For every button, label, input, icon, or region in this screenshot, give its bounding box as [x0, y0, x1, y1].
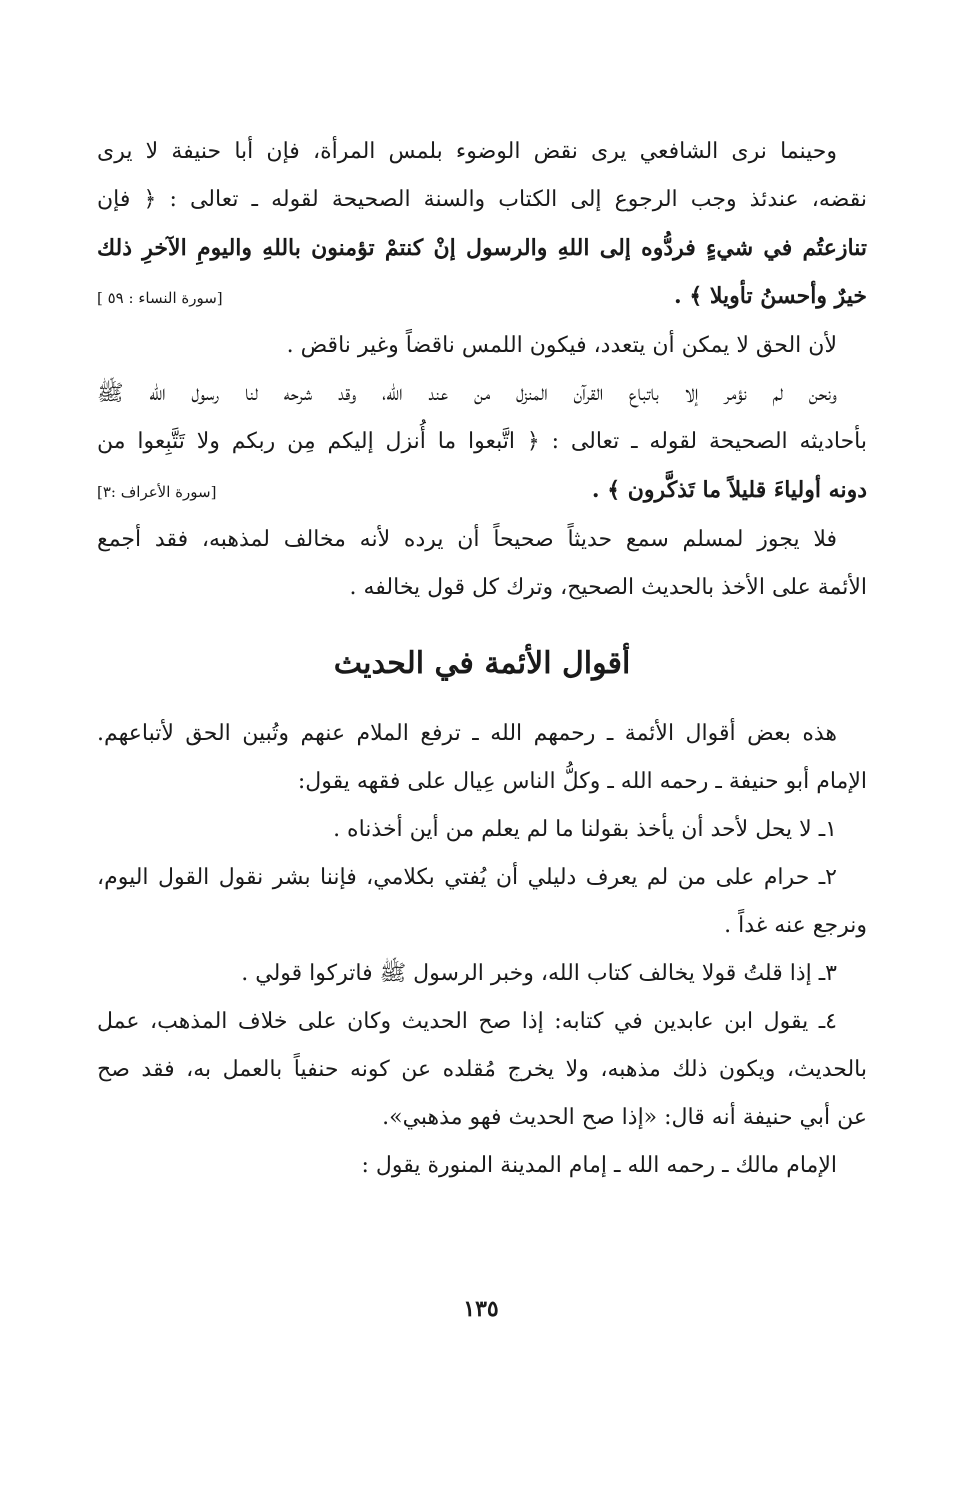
verse-reference: [سورة النساء : ٥٩ ] [97, 289, 223, 307]
paragraph-line: بأحاديثه الصحيحة لقوله ـ تعالى : ﴿ اتَّبعوا ما أُنزل إليكم مِن ربكم ولا تَتَّبِعوا من [97, 429, 867, 454]
quran-verse-line: دونه أولياءَ قليلاً ما تَذكَّرون ﴾ . [591, 477, 867, 503]
page-body [97, 128, 867, 1190]
paragraph-line: وحينما نرى الشافعي يرى نقض الوضوء بلمس المرأة، فإن أبا حنيفة لا يرى [97, 139, 837, 164]
paragraph-line: الإمام أبو حنيفة ـ رحمه الله ـ وكلُّ الناس عِيال على فقهه يقول: [297, 769, 867, 794]
paragraph-line: نقضه، عندئذ وجب الرجوع إلى الكتاب والسنة الصحيحة لقوله ـ تعالى : ﴿ فإن [97, 187, 867, 212]
quran-verse-end-row [97, 272, 867, 322]
paragraph-line: هذه بعض أقوال الأئمة ـ رحمهم الله ـ ترفع الملام عنهم وتُبين الحق لأتباعهم. [97, 721, 837, 746]
section-heading: أقوال الأئمة في الحديث [333, 646, 631, 681]
paragraph-line: فلا يجوز لمسلم سمع حديثاً صحيحاً أن يرده لأنه مخالف لمذهبه، فقد أجمع [97, 527, 837, 552]
verse-reference: [سورة الأعراف :٣] [97, 483, 217, 501]
quran-verse-line: تنازعتُم في شيءٍ فردُّوه إلى اللهِ والرسول إنْ كنتمْ تؤمنون باللهِ واليومِ الآخرِ ذلك [97, 235, 867, 261]
list-item: ١ـ لا يحل لأحد أن يأخذ بقولنا ما لم يعلم من أين أخذناه . [333, 817, 837, 842]
paragraph-line: ونرجع عنه غداً . [724, 913, 867, 938]
paragraph-line: الأئمة على الأخذ بالحديث الصحيح، وترك كل قول يخالفه . [349, 575, 867, 600]
paragraph-line: عن أبي حنيفة أنه قال: «إذا صح الحديث فهو مذهبي». [382, 1105, 867, 1130]
paragraph-line: لأن الحق لا يمكن أن يتعدد، فيكون اللمس ناقضاً وغير ناقض . [286, 333, 837, 358]
paragraph-line: ونحن لم نؤمر إلا باتباع القرآن المنزل من عند الله، وقد شرحه لنا رسول الله ﷺ [97, 381, 837, 406]
list-item: ٤ـ يقول ابن عابدين في كتابه: إذا صح الحديث وكان على خلاف المذهب، عمل [97, 1009, 837, 1034]
quran-verse-line: خيرٌ وأحسنُ تأويلا ﴾ . [674, 283, 867, 309]
page-number: ١٣٥ [463, 1296, 499, 1322]
paragraph-line: الإمام مالك ـ رحمه الله ـ إمام المدينة المنورة يقول : [361, 1153, 837, 1178]
list-item: ٣ـ إذا قلتُ قولا يخالف كتاب الله، وخبر الرسول ﷺ فاتركوا قولي . [241, 961, 837, 986]
paragraph-line: بالحديث، ويكون ذلك مذهبه، ولا يخرج مُقلده عن كونه حنفياً بالعمل به، فقد صح [97, 1057, 867, 1082]
quran-verse-end-row [97, 466, 867, 516]
list-item: ٢ـ حرام على من لم يعرف دليلي أن يُفتي بكلامي، فإننا بشر نقول القول اليوم، [97, 865, 837, 890]
